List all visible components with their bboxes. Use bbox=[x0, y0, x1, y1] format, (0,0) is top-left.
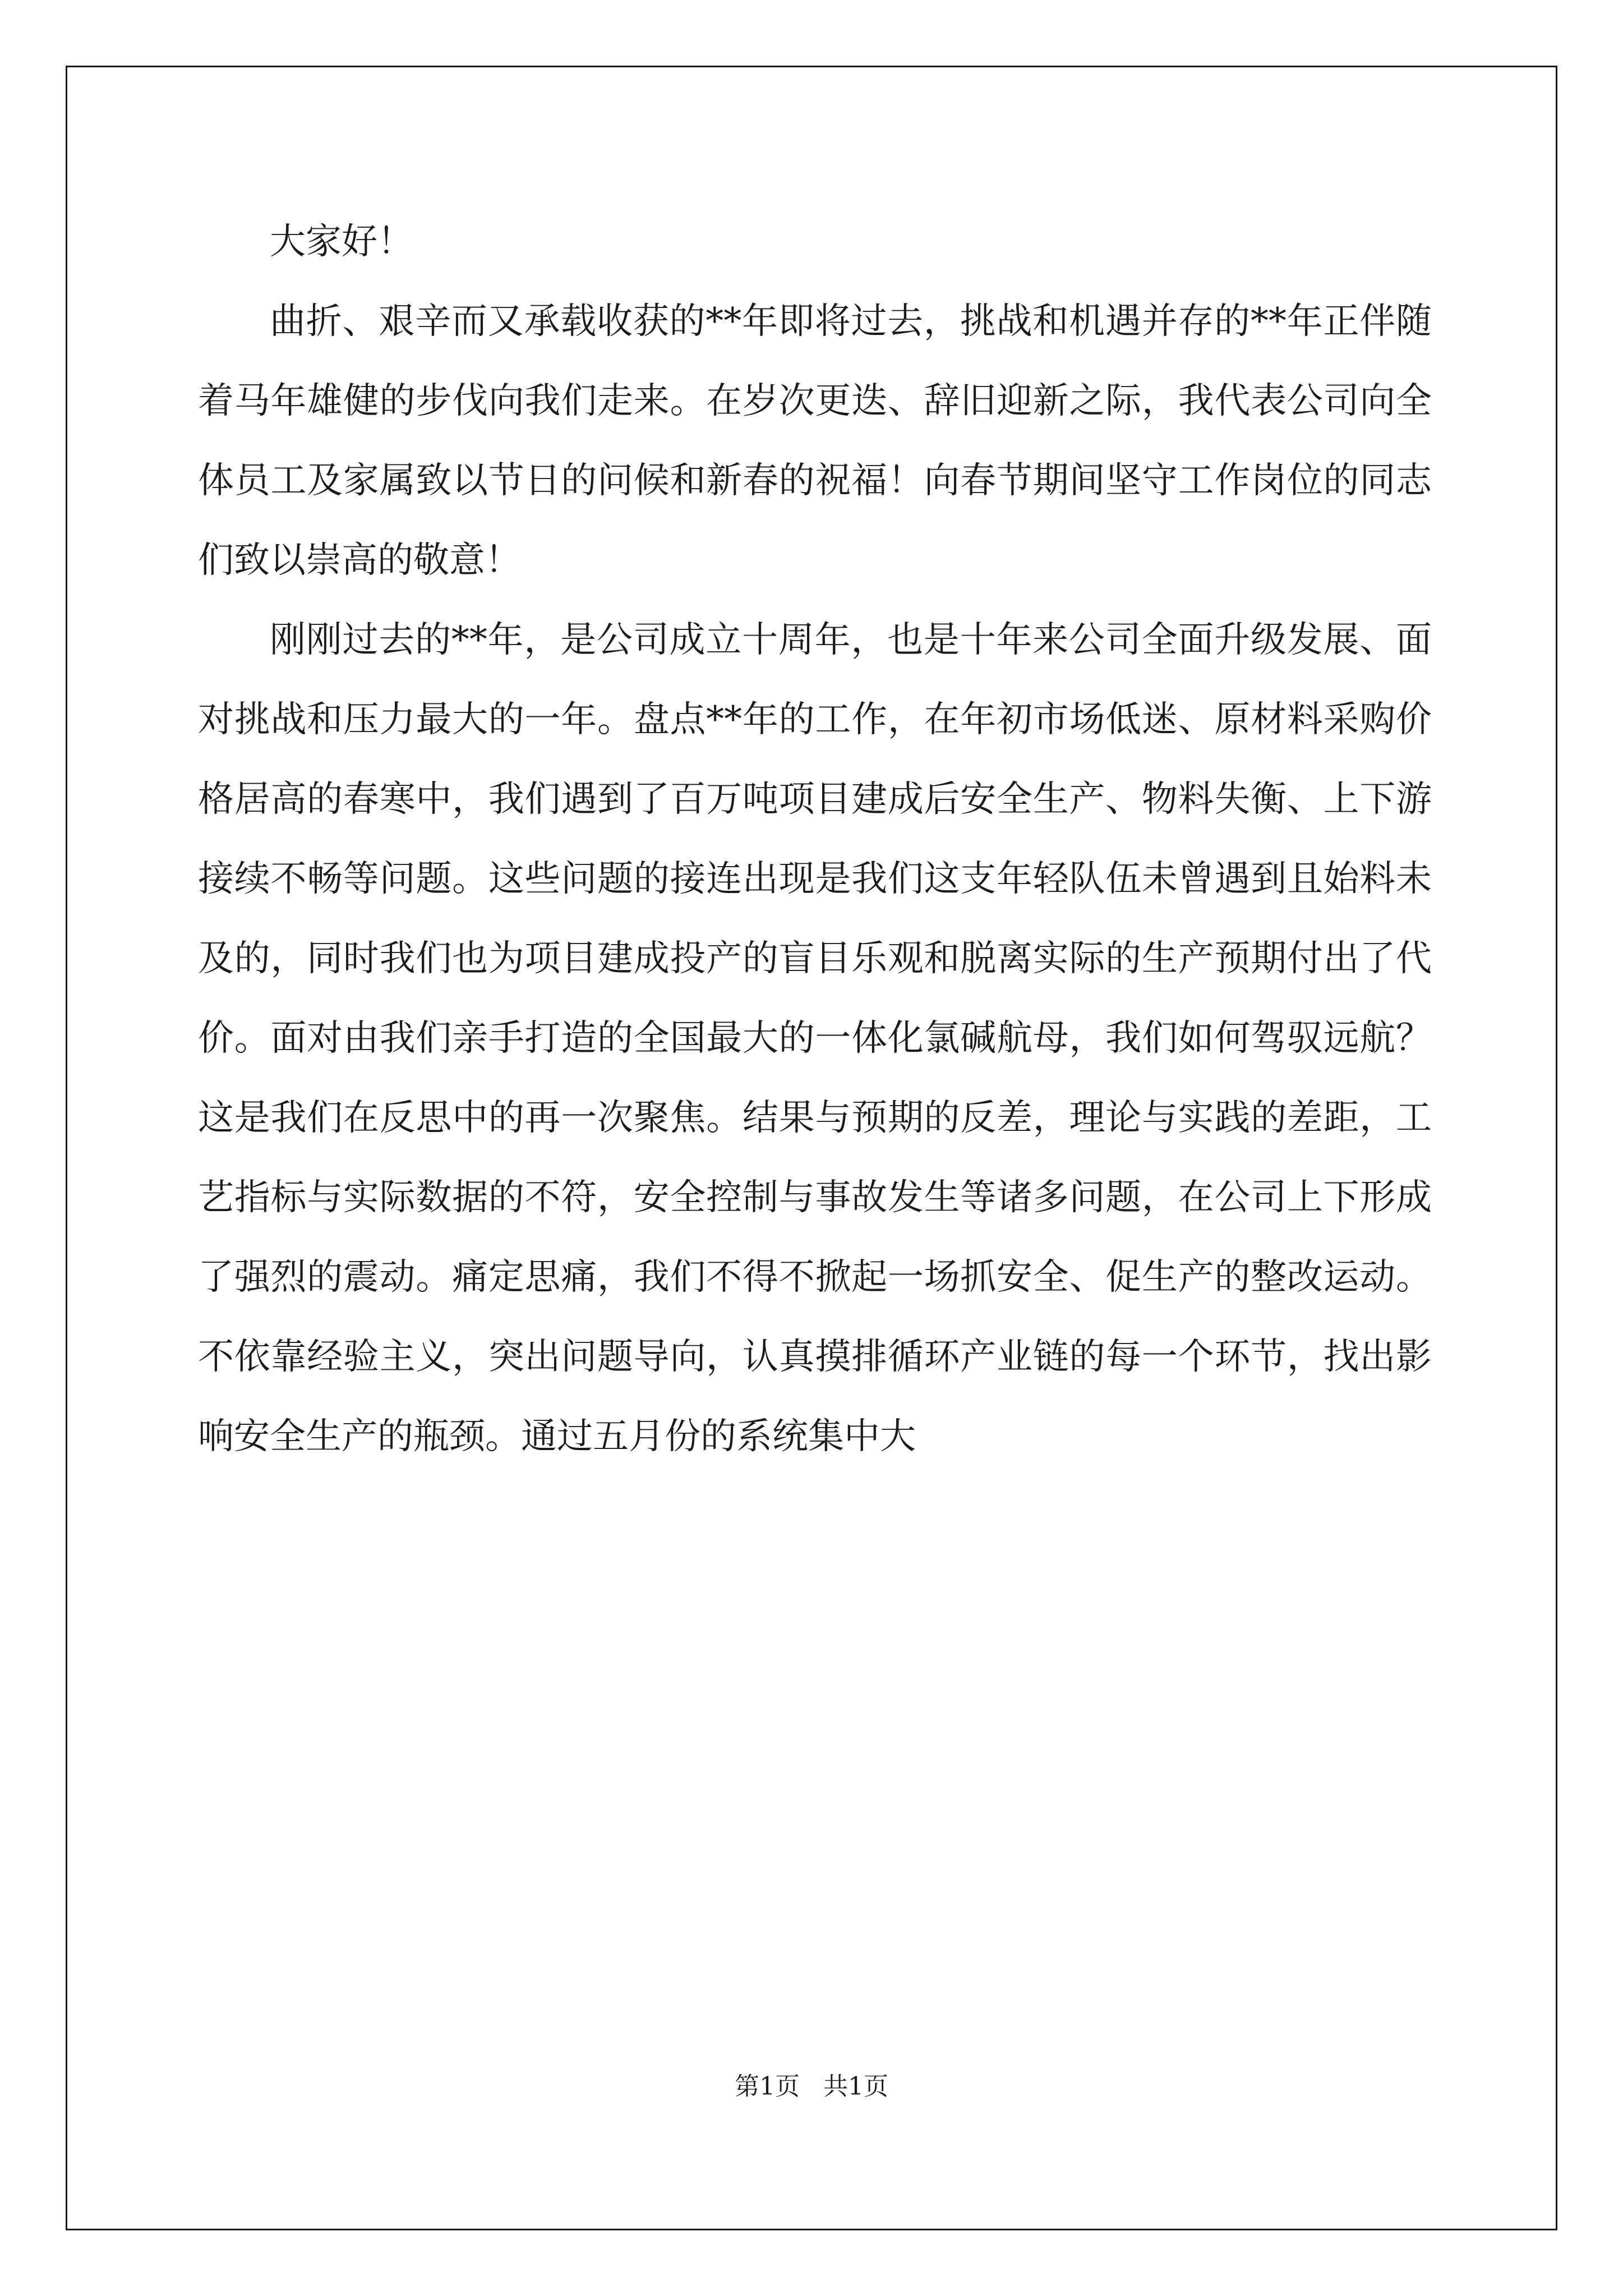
paragraph-2: 刚刚过去的**年，是公司成立十周年，也是十年来公司全面升级发展、面对挑战和压力最大的一年。盘点**年的工作，在年初市场低迷、原材料采购价格居高的春寒中，我们遇到了百万吨项目建成后安全生产、物料失衡、上下游接续不畅等问题。这些问题的接连出现是我们这支年轻队伍未曾遇到且始料未及的，同时我们也为项目建成投产的盲目乐观和脱离实际的生产预期付出了代价。面对由我们亲手打造的全国最大的一体化氯碱航母，我们如何驾驭远航？这是我们在反思中的再一次聚焦。结果与预期的反差，理论与实践的差距，工艺指标与实际数据的不符，安全控制与事故发生等诸多问题，在公司上下形成了强烈的震动。痛定思痛，我们不得不掀起一场抓安全、促生产的整改运动。不依靠经验主义，突出问题导向，认真摸排循环产业链的每一个环节，找出影响安全生产的瓶颈。通过五月份的系统集中大 bbox=[198, 619, 1432, 1457]
document-body bbox=[198, 202, 1432, 1476]
greeting: 大家好！ bbox=[270, 221, 413, 263]
page-number-footer: 第1页 共1页 bbox=[735, 2072, 888, 2101]
paragraph-1: 曲折、艰辛而又承载收获的**年即将过去，挑战和机遇并存的**年正伴随着马年雄健的步伐向我们走来。在岁次更迭、辞旧迎新之际，我代表公司向全体员工及家属致以节日的问候和新春的祝福！向春节期间坚守工作岗位的同志们致以崇高的敬意！ bbox=[198, 301, 1432, 581]
